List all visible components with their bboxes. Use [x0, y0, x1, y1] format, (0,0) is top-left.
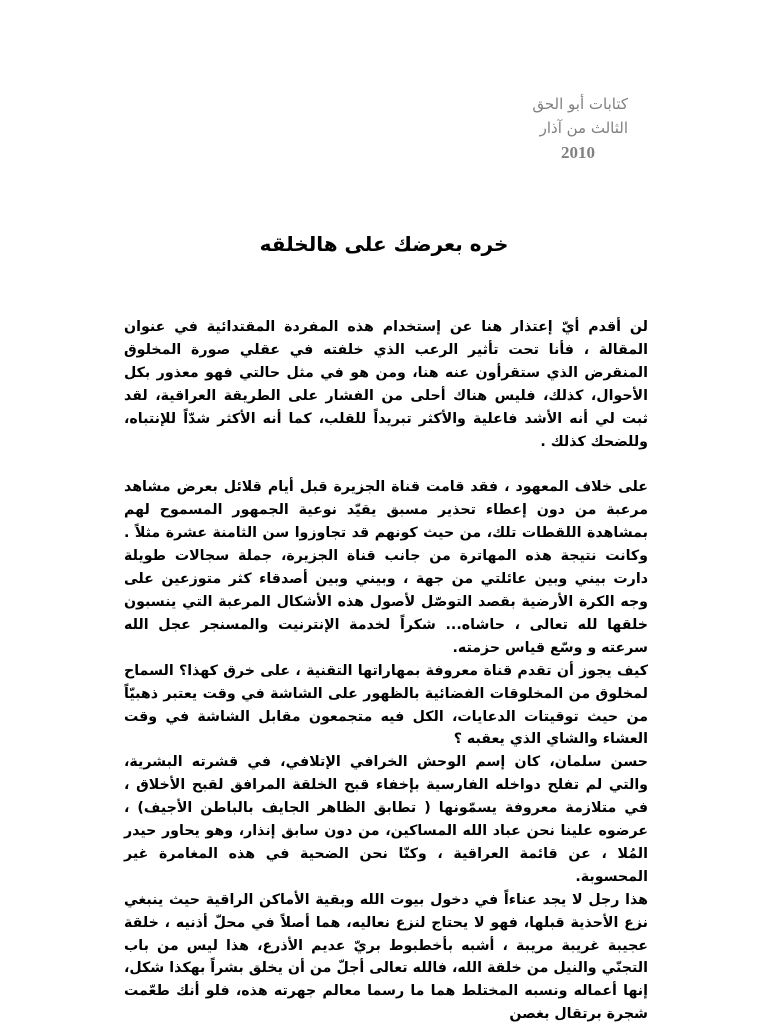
article-body [124, 316, 648, 1026]
paragraph-question: كيف يجوز أن تقدم قناة معروفة بمهاراتها التقنية ، على خرق كهذا؟ السماح لمخلوق من المخلوقات الفضائية بالظهور على الشاشة في وقت يعتبر ذهبيّاً من حيث توقيتات الدعايات، الكل فيه متجمعون مقابل الشاشة في وقت العشاء والشاي الذي يعقبه ؟ [124, 662, 648, 748]
paragraph-hassan: حسن سلمان، كان إسم الوحش الخرافي الإتلافي، في قشرته البشرية، والتي لم تفلح دواخله الفارسية بإخفاء قبح الخلقة المرافق لقبح الأخلاق ، في متلازمة معروفة يسمّونها ( تطابق الظاهر الجايف بالباطن الأجيف) ، عرضوه علينا نحن عباد الله المساكين، من دون سابق إنذار، وهو يحاور حيدر المُلا ، عن قائمة العراقية ، وكنّا نحن الضحية في هذه المغامرة غير المحسوبة. [124, 754, 648, 885]
header-block [428, 92, 628, 166]
paragraph-description: هذا رجل لا يجد عناءاً في دخول بيوت الله وبقية الأماكن الراقية حيث ينبغي نزع الأحذية قبلها، فهو لا يحتاج لنزع نعاليه، هما أصلاً في محلّ أذنيه ، خلقة عجيبة غريبة مريبة ، أشبه بأخطبوط بريّ عديم الأذرع، هذا ليس من باب التجنّي والنيل من خلقة الله، فالله تعالى أجلّ من أن يخلق بشراً بهكذا شكل، إنها أعماله ونسبه المختلط هما ما رسما معالم جهرته هذه، فلو أنك طعّمت شجرة برتقال بغصن [124, 891, 648, 1023]
author-line: كتابات أبو الحق [532, 95, 628, 113]
date-line: الثالث من آذار [539, 119, 628, 137]
page-title: خره بعرضك على هالخلقه [259, 232, 509, 256]
paragraph-intro: لن أقدم أيّ إعتذار هنا عن إستخدام هذه المفردة المقتدائية في عنوان المقالة ، فأنا تحت تأثير الرعب الذي خلفته في عقلي صورة المخلوق المنقرض الذي ستقرأون عنه هنا، ومن هو في مثل حالتي فهو معذور بكل الأحوال، كذلك، فليس هناك أحلى من الفشار على الطريقة العراقية، لقد ثبت لي أنه الأشد فاعلية والأكثر تبريداً للقلب، كما أنه الأكثر شدّاً للإنتباه، وللضحك كذلك . [124, 319, 648, 450]
year-line: 2010 [561, 143, 595, 162]
paragraph-aljazeera: على خلاف المعهود ، فقد قامت قناة الجزيرة قبل أيام قلائل بعرض مشاهد مرعبة من دون إعطاء تحذير مسبق يقيّد نوعية الجمهور المسموح لهم بمشاهدة اللقطات تلك، من حيث كونهم قد تجاوزوا سن الثامنة عشرة مثلاً . وكانت نتيجة هذه المهاترة من جانب قناة الجزيرة، جملة سجالات طويلة دارت بيني وبين عائلتي من جهة ، وبيني وبين أصدقاء كثر متوزعين على وجه الكرة الأرضية بقصد التوصّل لأصول هذه الأشكال المرعبة التي ينسبون خلقها لله تعالى ، حاشاه... شكراً لخدمة الإنترنيت والمسنجر عجل الله سرعته و وسّع قياس حزمته. [124, 479, 648, 656]
paragraph-gap [124, 453, 648, 476]
